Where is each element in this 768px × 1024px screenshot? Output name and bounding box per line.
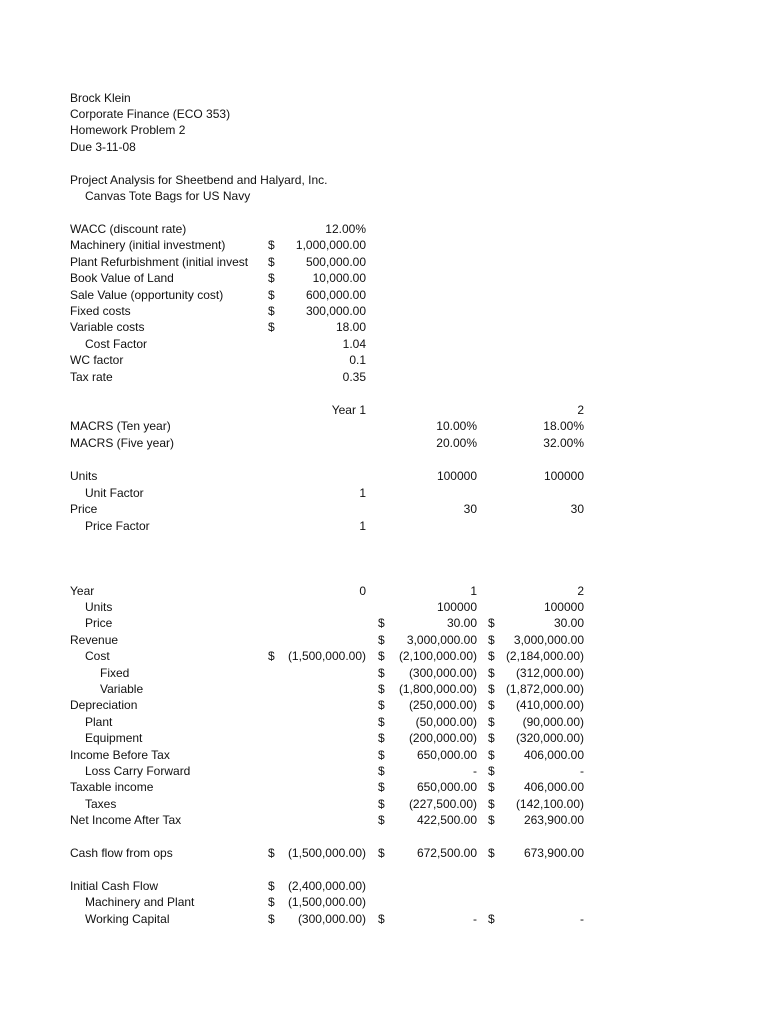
currency-symbol: $ bbox=[268, 288, 275, 302]
currency-symbol: $ bbox=[488, 698, 495, 712]
table-row-label: Cost bbox=[85, 649, 110, 663]
table-cell: (300,000.00) bbox=[297, 912, 366, 926]
input-value: 600,000.00 bbox=[305, 288, 366, 302]
table-cell: - bbox=[580, 764, 584, 778]
author-name: Brock Klein bbox=[70, 91, 131, 105]
table-row-label: Plant bbox=[85, 715, 113, 729]
price-label: Price bbox=[70, 502, 98, 516]
currency-symbol: $ bbox=[378, 682, 385, 696]
table-cell: (50,000.00) bbox=[415, 715, 477, 729]
table-cell: 100000 bbox=[543, 600, 584, 614]
table-cell: 3,000,000.00 bbox=[513, 633, 584, 647]
currency-symbol: $ bbox=[378, 731, 385, 745]
assignment-title: Homework Problem 2 bbox=[70, 123, 186, 137]
input-label: Tax rate bbox=[70, 370, 113, 384]
table-row-label: Income Before Tax bbox=[70, 748, 170, 762]
units-label: Units bbox=[70, 469, 98, 483]
macrs-ten-label: MACRS (Ten year) bbox=[70, 419, 171, 433]
table-cell: 422,500.00 bbox=[416, 813, 477, 827]
currency-symbol: $ bbox=[268, 255, 275, 269]
currency-symbol: $ bbox=[268, 846, 275, 860]
year-0-header: 0 bbox=[359, 584, 366, 598]
input-label: Variable costs bbox=[70, 320, 145, 334]
table-cell: (1,500,000.00) bbox=[287, 649, 366, 663]
table-row-label: Machinery and Plant bbox=[85, 895, 195, 909]
currency-symbol: $ bbox=[378, 846, 385, 860]
currency-symbol: $ bbox=[488, 912, 495, 926]
currency-symbol: $ bbox=[488, 682, 495, 696]
table-cell: 406,000.00 bbox=[523, 748, 584, 762]
table-row-label: Price bbox=[85, 616, 113, 630]
table-cell: (250,000.00) bbox=[408, 698, 477, 712]
currency-symbol: $ bbox=[268, 912, 275, 926]
input-label: Plant Refurbishment (initial invest bbox=[70, 255, 249, 269]
currency-symbol: $ bbox=[268, 320, 275, 334]
table-row-label: Revenue bbox=[70, 633, 119, 647]
currency-symbol: $ bbox=[488, 616, 495, 630]
price-factor-value: 1 bbox=[359, 519, 366, 533]
table-cell: (410,000.00) bbox=[515, 698, 584, 712]
table-cell: (2,400,000.00) bbox=[287, 879, 366, 893]
input-value: 1,000,000.00 bbox=[295, 238, 366, 252]
currency-symbol: $ bbox=[378, 666, 385, 680]
table-cell: (1,800,000.00) bbox=[398, 682, 477, 696]
currency-symbol: $ bbox=[488, 797, 495, 811]
table-row-label: Variable bbox=[100, 682, 144, 696]
currency-symbol: $ bbox=[378, 616, 385, 630]
table-row-label: Initial Cash Flow bbox=[70, 879, 159, 893]
input-label: Sale Value (opportunity cost) bbox=[70, 288, 224, 302]
input-label: WC factor bbox=[70, 353, 124, 367]
macrs-five-label: MACRS (Five year) bbox=[70, 436, 175, 450]
currency-symbol: $ bbox=[378, 633, 385, 647]
table-cell: (2,100,000.00) bbox=[398, 649, 477, 663]
table-cell: (90,000.00) bbox=[522, 715, 584, 729]
table-row-label: Net Income After Tax bbox=[70, 813, 182, 827]
table-row-label: Cash flow from ops bbox=[70, 846, 173, 860]
currency-symbol: $ bbox=[378, 912, 385, 926]
currency-symbol: $ bbox=[378, 780, 385, 794]
currency-symbol: $ bbox=[378, 748, 385, 762]
currency-symbol: $ bbox=[488, 731, 495, 745]
currency-symbol: $ bbox=[488, 649, 495, 663]
currency-symbol: $ bbox=[488, 764, 495, 778]
currency-symbol: $ bbox=[488, 846, 495, 860]
input-value: 18.00 bbox=[335, 320, 366, 334]
year-header-label: Year bbox=[70, 584, 95, 598]
currency-symbol: $ bbox=[268, 649, 275, 663]
table-cell: (227,500.00) bbox=[408, 797, 477, 811]
year-2-header: 2 bbox=[577, 584, 584, 598]
project-title: Project Analysis for Sheetbend and Halyard, Inc. bbox=[70, 173, 328, 187]
currency-symbol: $ bbox=[378, 764, 385, 778]
table-cell: 30.00 bbox=[553, 616, 584, 630]
table-cell: 673,900.00 bbox=[523, 846, 584, 860]
table-row-label: Equipment bbox=[85, 731, 143, 745]
table-row-label: Taxable income bbox=[70, 780, 154, 794]
currency-symbol: $ bbox=[488, 666, 495, 680]
currency-symbol: $ bbox=[488, 780, 495, 794]
table-cell: (2,184,000.00) bbox=[505, 649, 584, 663]
macrs-year-header-1: Year 1 bbox=[331, 403, 366, 417]
table-cell: 263,900.00 bbox=[523, 813, 584, 827]
table-cell: (200,000.00) bbox=[408, 731, 477, 745]
table-cell: (1,500,000.00) bbox=[287, 895, 366, 909]
input-value: 300,000.00 bbox=[305, 304, 366, 318]
unit-factor-label: Unit Factor bbox=[85, 486, 144, 500]
currency-symbol: $ bbox=[378, 698, 385, 712]
table-row-label: Units bbox=[85, 600, 113, 614]
price-factor-label: Price Factor bbox=[85, 519, 150, 533]
units-y1: 100000 bbox=[436, 469, 477, 483]
currency-symbol: $ bbox=[268, 238, 275, 252]
course-name: Corporate Finance (ECO 353) bbox=[70, 107, 231, 121]
input-value: 500,000.00 bbox=[305, 255, 366, 269]
table-cell: (142,100.00) bbox=[515, 797, 584, 811]
table-cell: 100000 bbox=[436, 600, 477, 614]
table-cell: - bbox=[473, 912, 477, 926]
currency-symbol: $ bbox=[268, 895, 275, 909]
input-label: Fixed costs bbox=[70, 304, 131, 318]
table-cell: (320,000.00) bbox=[515, 731, 584, 745]
currency-symbol: $ bbox=[378, 797, 385, 811]
table-row-label: Working Capital bbox=[85, 912, 170, 926]
input-value: 10,000.00 bbox=[312, 271, 366, 285]
units-y2: 100000 bbox=[543, 469, 584, 483]
currency-symbol: $ bbox=[488, 633, 495, 647]
table-row-label: Taxes bbox=[85, 797, 117, 811]
currency-symbol: $ bbox=[378, 649, 385, 663]
table-cell: 672,500.00 bbox=[416, 846, 477, 860]
currency-symbol: $ bbox=[268, 879, 275, 893]
due-date: Due 3-11-08 bbox=[70, 140, 136, 154]
input-label: Book Value of Land bbox=[70, 271, 174, 285]
macrs-ten-y1: 10.00% bbox=[436, 419, 477, 433]
macrs-ten-y2: 18.00% bbox=[543, 419, 584, 433]
table-cell: - bbox=[580, 912, 584, 926]
table-cell: 406,000.00 bbox=[523, 780, 584, 794]
currency-symbol: $ bbox=[488, 748, 495, 762]
macrs-five-y1: 20.00% bbox=[436, 436, 477, 450]
currency-symbol: $ bbox=[488, 715, 495, 729]
table-row-label: Loss Carry Forward bbox=[85, 764, 191, 778]
input-value: 0.35 bbox=[342, 370, 366, 384]
year-1-header: 1 bbox=[470, 584, 477, 598]
table-cell: - bbox=[473, 764, 477, 778]
price-y2: 30 bbox=[570, 502, 584, 516]
table-cell: (312,000.00) bbox=[515, 666, 584, 680]
input-label: WACC (discount rate) bbox=[70, 222, 187, 236]
table-cell: (1,500,000.00) bbox=[287, 846, 366, 860]
table-cell: (300,000.00) bbox=[408, 666, 477, 680]
currency-symbol: $ bbox=[488, 813, 495, 827]
input-label: Cost Factor bbox=[85, 337, 148, 351]
input-label: Machinery (initial investment) bbox=[70, 238, 226, 252]
unit-factor-value: 1 bbox=[359, 486, 366, 500]
macrs-year-header-2: 2 bbox=[577, 403, 584, 417]
currency-symbol: $ bbox=[378, 813, 385, 827]
input-value: 0.1 bbox=[349, 353, 366, 367]
project-subtitle: Canvas Tote Bags for US Navy bbox=[85, 189, 251, 203]
table-cell: 30.00 bbox=[446, 616, 477, 630]
macrs-five-y2: 32.00% bbox=[543, 436, 584, 450]
table-row-label: Fixed bbox=[100, 666, 130, 680]
table-cell: 650,000.00 bbox=[416, 748, 477, 762]
currency-symbol: $ bbox=[268, 304, 275, 318]
price-y1: 30 bbox=[463, 502, 477, 516]
input-value: 12.00% bbox=[325, 222, 366, 236]
table-cell: (1,872,000.00) bbox=[505, 682, 584, 696]
table-cell: 650,000.00 bbox=[416, 780, 477, 794]
input-value: 1.04 bbox=[342, 337, 366, 351]
table-cell: 3,000,000.00 bbox=[406, 633, 477, 647]
table-row-label: Depreciation bbox=[70, 698, 138, 712]
currency-symbol: $ bbox=[378, 715, 385, 729]
currency-symbol: $ bbox=[268, 271, 275, 285]
